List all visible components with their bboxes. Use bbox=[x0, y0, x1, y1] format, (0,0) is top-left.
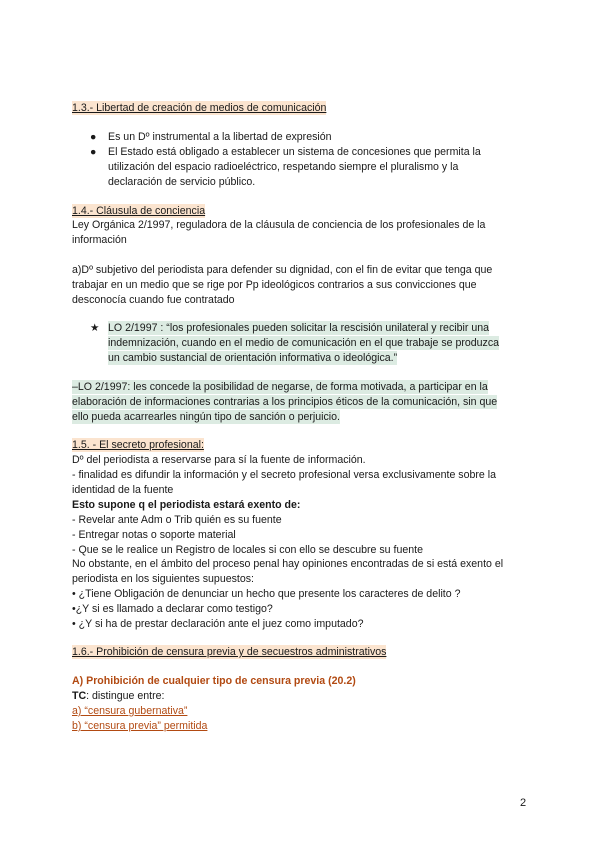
tc-label: TC bbox=[72, 690, 87, 702]
tc-line bbox=[72, 689, 164, 703]
note-line: ello pueda acarrearles ningún tipo de sanción o perjuicio. bbox=[72, 411, 340, 423]
note-line: –LO 2/1997: les concede la posibilidad de negarse, de forma motivada, a participar en la bbox=[72, 381, 488, 393]
quote-line: un cambio sustancial de orientación informativa o ideológica.” bbox=[108, 352, 398, 364]
quote-line: indemnización, cuando en el medio de comunicación en el que trabaje se produzca bbox=[108, 337, 500, 349]
text-line: periodista en los siguientes supuestos: bbox=[72, 573, 254, 585]
link-censura-previa[interactable]: b) “censura previa” permitida bbox=[72, 720, 208, 732]
bullet-text: utilización del espacio radioeléctrico, respetando siempre el pluralismo y la bbox=[108, 161, 459, 173]
tc-text: : distingue entre: bbox=[86, 690, 165, 702]
text-line: Dº del periodista a reservarse para sí la fuente de información. bbox=[72, 454, 366, 466]
question-item: • ¿Tiene Obligación de denunciar un hecho que presente los caracteres de delito ? bbox=[72, 588, 461, 600]
link-censura-gubernativa[interactable]: a) “censura gubernativa” bbox=[72, 705, 188, 717]
subheading: A) Prohibición de cualquier tipo de censura previa (20.2) bbox=[72, 675, 356, 687]
list-item: - Revelar ante Adm o Trib quién es su fuente bbox=[72, 514, 282, 526]
text-line: - finalidad es difundir la información y el secreto profesional versa exclusivamente sobre la bbox=[72, 469, 496, 481]
text-line: identidad de la fuente bbox=[72, 484, 174, 496]
star-icon: ★ bbox=[90, 322, 100, 334]
section-1-5-heading: 1.5. - El secreto profesional: bbox=[72, 439, 204, 451]
law-text: información bbox=[72, 234, 127, 246]
paragraph-line: a)Dº subjetivo del periodista para defender su dignidad, con el fin de evitar que tenga que bbox=[72, 264, 493, 276]
paragraph-line: trabajar en un medio que se rige por Pp ideológicos contrarios a sus convicciones que bbox=[72, 279, 477, 291]
quote-line: LO 2/1997 : “los profesionales pueden solicitar la rescisión unilateral y recibir una bbox=[108, 322, 489, 334]
section-1-4-heading: 1.4.- Cláusula de conciencia bbox=[72, 205, 206, 217]
bullet-text: Es un Dº instrumental a la libertad de expresión bbox=[108, 131, 332, 143]
bullet-text: declaración de servicio público. bbox=[108, 176, 256, 188]
question-item: • ¿Y si ha de prestar declaración ante el juez como imputado? bbox=[72, 618, 364, 630]
note-line: elaboración de informaciones contrarias a los principios éticos de la comunicación, sin que bbox=[72, 396, 498, 408]
bullet-dot: ● bbox=[90, 131, 97, 143]
bullet-dot: ● bbox=[90, 146, 97, 158]
paragraph-line: desconocía cuando fue contratado bbox=[72, 294, 235, 306]
text-line: No obstante, en el ámbito del proceso penal hay opiniones encontradas de si está exento el bbox=[72, 558, 504, 570]
page-number: 2 bbox=[520, 797, 527, 809]
law-text: Ley Orgánica 2/1997, reguladora de la cláusula de conciencia de los profesionales de la bbox=[72, 219, 486, 231]
section-1-6-heading: 1.6.- Prohibición de censura previa y de secuestros administrativos bbox=[72, 646, 387, 658]
bold-line: Esto supone q el periodista estará exento de: bbox=[72, 499, 301, 511]
section-1-3-heading: 1.3.- Libertad de creación de medios de comunicación bbox=[72, 102, 327, 114]
list-item: - Entregar notas o soporte material bbox=[72, 529, 236, 541]
list-item: - Que se le realice un Registro de locales si con ello se descubre su fuente bbox=[72, 544, 423, 556]
question-item: •¿Y si es llamado a declarar como testigo? bbox=[72, 603, 273, 615]
bullet-text: El Estado está obligado a establecer un sistema de concesiones que permita la bbox=[108, 146, 481, 158]
